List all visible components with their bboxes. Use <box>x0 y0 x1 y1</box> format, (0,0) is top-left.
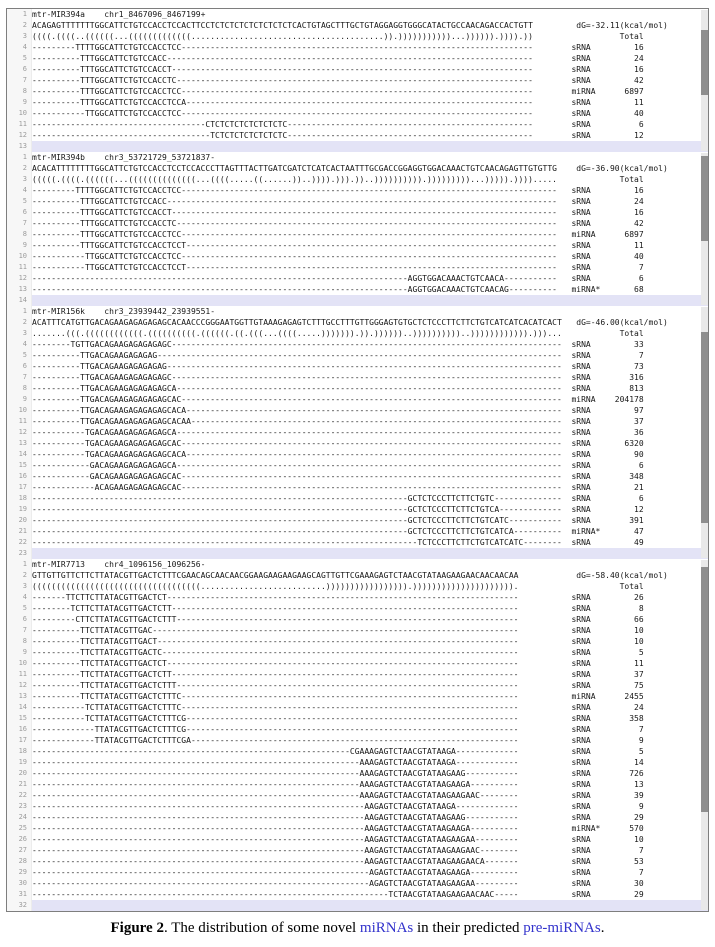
read-line: ------------------------------------------------------------------------------AGGTGGACAAACTGTCAACAG---------- miRNA* 68 <box>32 285 644 294</box>
line-number: 11 <box>7 669 32 680</box>
alignment-row <box>7 196 708 207</box>
alignment-row <box>7 284 708 295</box>
read-line: ----------TTGACAGAAGAGAGAGAGCAC------------------------------------------------------------------------------- miRNA 204178 <box>32 395 644 404</box>
alignment-row <box>7 295 708 306</box>
read-line: --------------------------------------------------------------------------TCTAACGTATAAGAAGAACAAC----- sRNA 29 <box>32 890 644 899</box>
line-number: 3 <box>7 31 32 42</box>
read-line: -----------TTGGCATTCTGTCCACCTCC------------------------------------------------------------------------- sRNA 40 <box>32 109 644 118</box>
mirna-name-line: mtr-MIR7713 chr4_1096156_1096256- <box>32 560 206 569</box>
pre-mirna-block <box>7 152 708 306</box>
read-line: -----------TGACAGAAGAGAGAGAGCAC------------------------------------------------------------------------------- sRNA 6320 <box>32 439 644 448</box>
alignment-row <box>7 273 708 284</box>
line-number: 12 <box>7 273 32 284</box>
alignment-row <box>7 31 708 42</box>
line-number: 29 <box>7 867 32 878</box>
line-number: 2 <box>7 317 32 328</box>
line-number: 7 <box>7 625 32 636</box>
read-line: ----------TTGACAGAAGAGAGAGAGCA-------------------------------------------------------------------------------- sRNA 813 <box>32 384 644 393</box>
alignment-row <box>7 251 708 262</box>
line-number: 10 <box>7 658 32 669</box>
read-line: ------------------------------------------------------------------------------GCTCTCCCTTCTTCTGTCATCA---------- miRNA* 47 <box>32 527 644 536</box>
line-number: 15 <box>7 713 32 724</box>
read-line: ----------TTGACAGAAGAGAGAGAGCACA------------------------------------------------------------------------------ sRNA 97 <box>32 406 644 415</box>
alignment-row <box>7 405 708 416</box>
alignment-row <box>7 746 708 757</box>
read-line: ----------TTTGGCATTCTGTCCACCTC------------------------------------------------------------------------------- sRNA 42 <box>32 219 644 228</box>
alignment-row <box>7 383 708 394</box>
caption-text: . The distribution of some novel <box>163 920 360 936</box>
alignment-row <box>7 218 708 229</box>
read-line: -------------ACAGAAGAGAGAGAGCAC------------------------------------------------------------------------------- sRNA 21 <box>32 483 644 492</box>
read-line: -------------TTATACGTTGACTCTTTCGA-------------------------------------------------------------------- sRNA 9 <box>32 736 644 745</box>
alignment-row <box>7 493 708 504</box>
line-number: 24 <box>7 812 32 823</box>
scrollbar-track[interactable] <box>701 307 708 558</box>
line-number: 20 <box>7 515 32 526</box>
read-line: --------------------------------------------------------------------AAAGAGTCTAACGTATAAGAAG----------- sRNA 726 <box>32 769 644 778</box>
line-number: 13 <box>7 438 32 449</box>
read-line: ----------TTGACAGAAGAGAGAGAG---------------------------------------------------------------------------------- sRNA 73 <box>32 362 644 371</box>
alignment-row <box>7 262 708 273</box>
alignment-row <box>7 713 708 724</box>
alignment-row <box>7 669 708 680</box>
read-line: -----------TCTTATACGTTGACTCTTTCG--------------------------------------------------------------------- sRNA 358 <box>32 714 644 723</box>
line-number: 1 <box>7 559 32 570</box>
read-line: ---------------------------------------------------------------------AAGAGTCTAACGTATAAGAAG----------- sRNA 29 <box>32 813 644 822</box>
line-number: 9 <box>7 97 32 108</box>
alignment-row <box>7 823 708 834</box>
line-number: 8 <box>7 636 32 647</box>
read-line: ------------------------------------------------------------------------------AGGTGGACAAACTGTCAACA----------- sRNA 6 <box>32 274 644 283</box>
scrollbar-track[interactable] <box>701 10 708 151</box>
line-number: 6 <box>7 207 32 218</box>
line-number: 4 <box>7 339 32 350</box>
structure-line: (((((((((((((((((((((((((((((((((((..........................))))))))))))))))).))))))))))))))))))))). Total <box>32 582 644 591</box>
alignment-row <box>7 581 708 592</box>
pre-mirna-block <box>7 559 708 911</box>
line-number: 4 <box>7 185 32 196</box>
alignment-row <box>7 691 708 702</box>
alignment-row <box>7 317 708 328</box>
alignment-row <box>7 361 708 372</box>
line-number: 22 <box>7 790 32 801</box>
read-line: ---------------------------------------------------------------------AAGAGTCTAACGTATAAGAAGA---------- miRNA* 570 <box>32 824 644 833</box>
alignment-row <box>7 801 708 812</box>
line-number: 3 <box>7 581 32 592</box>
alignment-row <box>7 845 708 856</box>
line-number: 7 <box>7 218 32 229</box>
read-line: ------------GACAGAAGAGAGAGAGCAC------------------------------------------------------------------------------- sRNA 348 <box>32 472 644 481</box>
line-number: 28 <box>7 856 32 867</box>
alignment-row <box>7 482 708 493</box>
alignment-row <box>7 328 708 339</box>
read-line: ---------TTTTGGCATTCTGTCCACCTCC------------------------------------------------------------------------------ sRNA 16 <box>32 186 644 195</box>
read-line: -----------TTGGCATTCTGTCCACCTCC------------------------------------------------------------------------------ sRNA 40 <box>32 252 644 261</box>
read-line: ----------TTGACAGAAGAGAGAG------------------------------------------------------------------------------------ sRNA 7 <box>32 351 644 360</box>
line-number: 5 <box>7 196 32 207</box>
line-number: 23 <box>7 548 32 559</box>
read-line: ---------------------------------------------------------------------AAGAGTCTAACGTATAAGAAGAAC-------- sRNA 7 <box>32 846 644 855</box>
alignment-row <box>7 526 708 537</box>
line-number: 5 <box>7 53 32 64</box>
read-line: ------------------------------------CTCTCTCTCTCTCTCTC--------------------------------------------------- sRNA 6 <box>32 120 644 129</box>
line-number: 8 <box>7 383 32 394</box>
line-number: 17 <box>7 482 32 493</box>
line-number: 19 <box>7 504 32 515</box>
line-number: 6 <box>7 64 32 75</box>
read-line: ------------------------------------------------------------------CGAAAGAGTCTAACGTATAAGA------------- sRNA 5 <box>32 747 644 756</box>
caption-accent-text: miRNAs <box>359 920 414 936</box>
line-number: 22 <box>7 537 32 548</box>
line-number: 15 <box>7 460 32 471</box>
line-number: 1 <box>7 9 32 20</box>
alignment-row <box>7 438 708 449</box>
read-line: ------------------------------------------------------------------------------GCTCTCCCTTCTTCTGTCATC----------- sRNA 391 <box>32 516 644 525</box>
alignment-row <box>7 207 708 218</box>
line-number: 5 <box>7 603 32 614</box>
line-number: 31 <box>7 889 32 900</box>
scrollbar-thumb[interactable] <box>701 156 708 241</box>
line-number: 21 <box>7 526 32 537</box>
scrollbar-track[interactable] <box>701 153 708 305</box>
read-line: ---------------------------------------------------------------------AAGAGTCTAACGTATAAGAAGAACA------- sRNA 53 <box>32 857 644 866</box>
read-line: ------------------------------------------------------------------------------GCTCTCCCTTCTTCTGTC-------------- sRNA 6 <box>32 494 644 503</box>
read-line: -----------TTGGCATTCTGTCCACCTCCT----------------------------------------------------------------------------- sRNA 7 <box>32 263 644 272</box>
line-number: 10 <box>7 405 32 416</box>
pre-mirna-block <box>7 9 708 152</box>
alignment-row <box>7 790 708 801</box>
alignment-row <box>7 372 708 383</box>
alignment-row <box>7 504 708 515</box>
line-number: 6 <box>7 614 32 625</box>
alignment-row <box>7 20 708 31</box>
alignment-row <box>7 97 708 108</box>
alignment-row <box>7 229 708 240</box>
alignment-row <box>7 350 708 361</box>
line-number: 14 <box>7 295 32 306</box>
line-number: 10 <box>7 251 32 262</box>
line-number: 13 <box>7 141 32 152</box>
read-line: ----------TTTGGCATTCTGTCCACCTCCT----------------------------------------------------------------------------- sRNA 11 <box>32 241 644 250</box>
read-line: ----------TTTGGCATTCTGTCCACC--------------------------------------------------------------------------------- sRNA 24 <box>32 197 644 206</box>
alignment-row <box>7 735 708 746</box>
mirna-name-line: mtr-MIR394a chr1_8467096_8467199+ <box>32 10 206 19</box>
alignment-row <box>7 42 708 53</box>
alignment-row <box>7 394 708 405</box>
sequence-line: GTTGTTGTTCTTCTTATACGTTGACTCTTTCGAACAGCAACAACGGAAGAAGAAGAAGCAGTTGTTCGAAAGAGTCTAACGTATAAGAAGAACAACAACAA dG=-58.40(kcal/mol) <box>32 571 668 580</box>
line-number: 14 <box>7 449 32 460</box>
alignment-row <box>7 416 708 427</box>
read-line: ------------GACAGAAGAGAGAGAGCA-------------------------------------------------------------------------------- sRNA 6 <box>32 461 644 470</box>
mirna-name-line: mtr-MIR394b chr3_53721729_53721837- <box>32 153 216 162</box>
line-number: 11 <box>7 119 32 130</box>
alignment-row <box>7 515 708 526</box>
alignment-row <box>7 449 708 460</box>
alignment-row <box>7 570 708 581</box>
line-number: 1 <box>7 306 32 317</box>
line-number: 10 <box>7 108 32 119</box>
alignment-row <box>7 625 708 636</box>
alignment-row <box>7 867 708 878</box>
line-number: 8 <box>7 86 32 97</box>
structure-line: ((((.((((..((((((...(((((((((((((........................................)).)))))))))))...)))))).)))).)) Total <box>32 32 644 41</box>
caption-text: . <box>600 920 605 936</box>
alignment-row <box>7 812 708 823</box>
scrollbar-thumb[interactable] <box>701 332 708 523</box>
line-number: 27 <box>7 845 32 856</box>
alignment-row <box>7 64 708 75</box>
line-number: 2 <box>7 163 32 174</box>
alignment-row <box>7 306 708 317</box>
line-number: 17 <box>7 735 32 746</box>
read-line: ----------------------------------------------------------------------AGAGTCTAACGTATAAGAAGA---------- sRNA 7 <box>32 868 644 877</box>
sequence-line: ACACATTTTTTTTGGCATTCTGTCCACCTCCTCCACCCTTAGTTTACTTGATCGATCTCATCACTAATTTGCGACCGGAGGTGGACAAACTGTCAACAGAGTTGTGTTG dG=-36.90(kcal/mol) <box>32 164 668 173</box>
alignment-row <box>7 108 708 119</box>
alignment-row <box>7 460 708 471</box>
line-number: 9 <box>7 647 32 658</box>
line-number: 12 <box>7 680 32 691</box>
line-number: 9 <box>7 394 32 405</box>
read-line: ----------TTTGGCATTCTGTCCACCTCCA------------------------------------------------------------------------ sRNA 11 <box>32 98 644 107</box>
read-line: ----------TTCTTATACGTTGACTCTTTC---------------------------------------------------------------------- miRNA 2455 <box>32 692 644 701</box>
scrollbar-track[interactable] <box>701 560 708 910</box>
alignment-row <box>7 592 708 603</box>
read-line: ----------TTTGGCATTCTGTCCACCTCC------------------------------------------------------------------------- miRNA 6897 <box>32 87 644 96</box>
line-number: 16 <box>7 724 32 735</box>
alignment-row <box>7 163 708 174</box>
read-line: ----------TTTGGCATTCTGTCCACCTC-------------------------------------------------------------------------- sRNA 42 <box>32 76 644 85</box>
line-number: 21 <box>7 779 32 790</box>
sequence-line: ACATTTCATGTTGACAGAAGAGAGAGAGCACAACCCGGGAATGGTTGTAAAGAGAGTCTTTGCCTTTGTTGGGAGTGTGCTCTCCCTTCTTCTGTCATCATCACATCACT dG=-46.00(kcal/mol) <box>32 318 668 327</box>
figure-alignment-panel <box>6 8 709 912</box>
line-number: 18 <box>7 746 32 757</box>
caption-figure-label: Figure 2 <box>110 920 164 936</box>
line-number: 32 <box>7 900 32 911</box>
read-line: -------------------------------------TCTCTCTCTCTCTCTC--------------------------------------------------- sRNA 12 <box>32 131 644 140</box>
line-number: 11 <box>7 262 32 273</box>
mirna-name-line: mtr-MIR156k chr3_23939442_23939551- <box>32 307 216 316</box>
alignment-row <box>7 614 708 625</box>
line-number: 25 <box>7 823 32 834</box>
line-number: 12 <box>7 427 32 438</box>
alignment-row <box>7 559 708 570</box>
line-number: 2 <box>7 570 32 581</box>
alignment-row <box>7 548 708 559</box>
line-number: 16 <box>7 471 32 482</box>
read-line: ---------------------------------------------------------------------AAGAGTCTAACGTATAAGAAGAA--------- sRNA 10 <box>32 835 644 844</box>
read-line: --------------------------------------------------------------------AAAGAGTCTAACGTATAAGA------------- sRNA 14 <box>32 758 644 767</box>
line-number: 19 <box>7 757 32 768</box>
alignment-row <box>7 647 708 658</box>
alignment-row <box>7 537 708 548</box>
read-line: ----------TTTGGCATTCTGTCCACCT-------------------------------------------------------------------------------- sRNA 16 <box>32 208 644 217</box>
caption-text: in their predicted <box>413 920 524 936</box>
read-line: ---------CTTCTTATACGTTGACTCTTT----------------------------------------------------------------------- sRNA 66 <box>32 615 644 624</box>
alignment-row <box>7 86 708 97</box>
line-number: 4 <box>7 42 32 53</box>
read-line: -----------TGACAGAAGAGAGAGAGCA-------------------------------------------------------------------------------- sRNA 36 <box>32 428 644 437</box>
alignment-row <box>7 658 708 669</box>
read-line: ----------TTTGGCATTCTGTCCACCTCC------------------------------------------------------------------------------ miRNA 6897 <box>32 230 644 239</box>
read-line: ----------TTTGGCATTCTGTCCACC---------------------------------------------------------------------------- sRNA 24 <box>32 54 644 63</box>
read-line: ----------TTCTTATACGTTGAC---------------------------------------------------------------------------- sRNA 10 <box>32 626 644 635</box>
alignment-row <box>7 768 708 779</box>
alignment-row <box>7 889 708 900</box>
read-line: ----------------------------------------------------------------------AGAGTCTAACGTATAAGAAGAA--------- sRNA 30 <box>32 879 644 888</box>
read-line: --------TCTTCTTATACGTTGACTCTT------------------------------------------------------------------------ sRNA 8 <box>32 604 644 613</box>
alignment-row <box>7 75 708 86</box>
alignment-row <box>7 185 708 196</box>
line-number: 9 <box>7 240 32 251</box>
alignment-row <box>7 603 708 614</box>
read-line: --------------------------------------------------------------------AAAGAGTCTAACGTATAAGAAGA---------- sRNA 13 <box>32 780 644 789</box>
scrollbar-thumb[interactable] <box>701 30 708 95</box>
line-number: 20 <box>7 768 32 779</box>
line-number: 13 <box>7 691 32 702</box>
alignment-row <box>7 757 708 768</box>
line-number: 18 <box>7 493 32 504</box>
alignment-row <box>7 427 708 438</box>
pre-mirna-block <box>7 306 708 559</box>
read-line: --------------------------------------------------------------------AAAGAGTCTAACGTATAAGAAGAAC-------- sRNA 39 <box>32 791 644 800</box>
figure-caption <box>0 920 715 937</box>
alignment-row <box>7 834 708 845</box>
alignment-row <box>7 130 708 141</box>
line-number: 3 <box>7 174 32 185</box>
line-number: 8 <box>7 229 32 240</box>
alignment-row <box>7 141 708 152</box>
alignment-row <box>7 779 708 790</box>
line-number: 7 <box>7 75 32 86</box>
alignment-row <box>7 856 708 867</box>
structure-line: .......(((.((((((((((((.((((((((((.((((((.((.(((...((((.....))))))).)).))))))..))))))))))..)))))))))))).)))... Total <box>32 329 644 338</box>
scrollbar-thumb[interactable] <box>701 567 708 812</box>
alignment-row <box>7 174 708 185</box>
line-number: 1 <box>7 152 32 163</box>
alignment-row <box>7 339 708 350</box>
line-number: 12 <box>7 130 32 141</box>
line-number: 6 <box>7 361 32 372</box>
alignment-row <box>7 702 708 713</box>
line-number: 26 <box>7 834 32 845</box>
line-number: 7 <box>7 372 32 383</box>
structure-line: (((((.((((.((((((...((((((((((((((...((((.....((......))..)))).))).))..)))))))))).)))))))))...))))).))))..... Total <box>32 175 644 184</box>
read-line: ----------TTTGGCATTCTGTCCACCT--------------------------------------------------------------------------- sRNA 16 <box>32 65 644 74</box>
line-number: 14 <box>7 702 32 713</box>
alignment-row <box>7 900 708 911</box>
read-line: ----------TTGACAGAAGAGAGAGAGC--------------------------------------------------------------------------------- sRNA 316 <box>32 373 644 382</box>
alignment-row <box>7 152 708 163</box>
alignment-row <box>7 9 708 20</box>
read-line: ---------TTTTGGCATTCTGTCCACCTCC------------------------------------------------------------------------- sRNA 16 <box>32 43 644 52</box>
line-number: 23 <box>7 801 32 812</box>
line-number: 3 <box>7 328 32 339</box>
alignment-row <box>7 471 708 482</box>
read-line: -----------TGACAGAAGAGAGAGAGCACA------------------------------------------------------------------------------ sRNA 90 <box>32 450 644 459</box>
line-number: 4 <box>7 592 32 603</box>
line-number: 11 <box>7 416 32 427</box>
line-number: 13 <box>7 284 32 295</box>
line-number: 2 <box>7 20 32 31</box>
caption-accent-text: pre-miRNAs <box>523 920 601 936</box>
read-line: --------TGTTGACAGAAGAGAGAGAGC--------------------------------------------------------------------------------- sRNA 33 <box>32 340 644 349</box>
read-line: ----------TTCTTATACGTTGACTCTT------------------------------------------------------------------------ sRNA 37 <box>32 670 644 679</box>
read-line: ----------TTCTTATACGTTGACT--------------------------------------------------------------------------- sRNA 10 <box>32 637 644 646</box>
read-line: ----------TTCTTATACGTTGACTCTTT----------------------------------------------------------------------- sRNA 75 <box>32 681 644 690</box>
alignment-row <box>7 53 708 64</box>
read-line: -------------TTATACGTTGACTCTTTCG--------------------------------------------------------------------- sRNA 7 <box>32 725 644 734</box>
alignment-row <box>7 636 708 647</box>
alignment-row <box>7 119 708 130</box>
read-line: --------------------------------------------------------------------------------TCTCCCTTCTTCTGTCATCATC-------- sRNA 49 <box>32 538 644 547</box>
alignment-row <box>7 724 708 735</box>
line-number: 30 <box>7 878 32 889</box>
alignment-row <box>7 878 708 889</box>
read-line: -------TTCTTCTTATACGTTGACTCT------------------------------------------------------------------------- sRNA 26 <box>32 593 644 602</box>
sequence-line: ACAGAGTTTTTTTGGCATTCTGTCCACCTCCACTTCCTCTCTCTCTCTCTCTCTCACTGTAGCTTTGCTGTAGGAGGTGGGCATACTGCCAACAGACCACTGTT dG=-32.11(kcal/mol) <box>32 21 668 30</box>
alignment-row <box>7 680 708 691</box>
alignment-row <box>7 240 708 251</box>
read-line: -----------TCTTATACGTTGACTCTTTC---------------------------------------------------------------------- sRNA 24 <box>32 703 644 712</box>
read-line: ---------------------------------------------------------------------AAGAGTCTAACGTATAAGA------------- sRNA 9 <box>32 802 644 811</box>
read-line: ----------TTCTTATACGTTGACTC-------------------------------------------------------------------------- sRNA 5 <box>32 648 644 657</box>
line-number: 5 <box>7 350 32 361</box>
read-line: ------------------------------------------------------------------------------GCTCTCCCTTCTTCTGTCA------------- sRNA 12 <box>32 505 644 514</box>
read-line: ----------TTGACAGAAGAGAGAGAGCACAA----------------------------------------------------------------------------- sRNA 37 <box>32 417 644 426</box>
read-line: ----------TTCTTATACGTTGACTCT------------------------------------------------------------------------- sRNA 11 <box>32 659 644 668</box>
